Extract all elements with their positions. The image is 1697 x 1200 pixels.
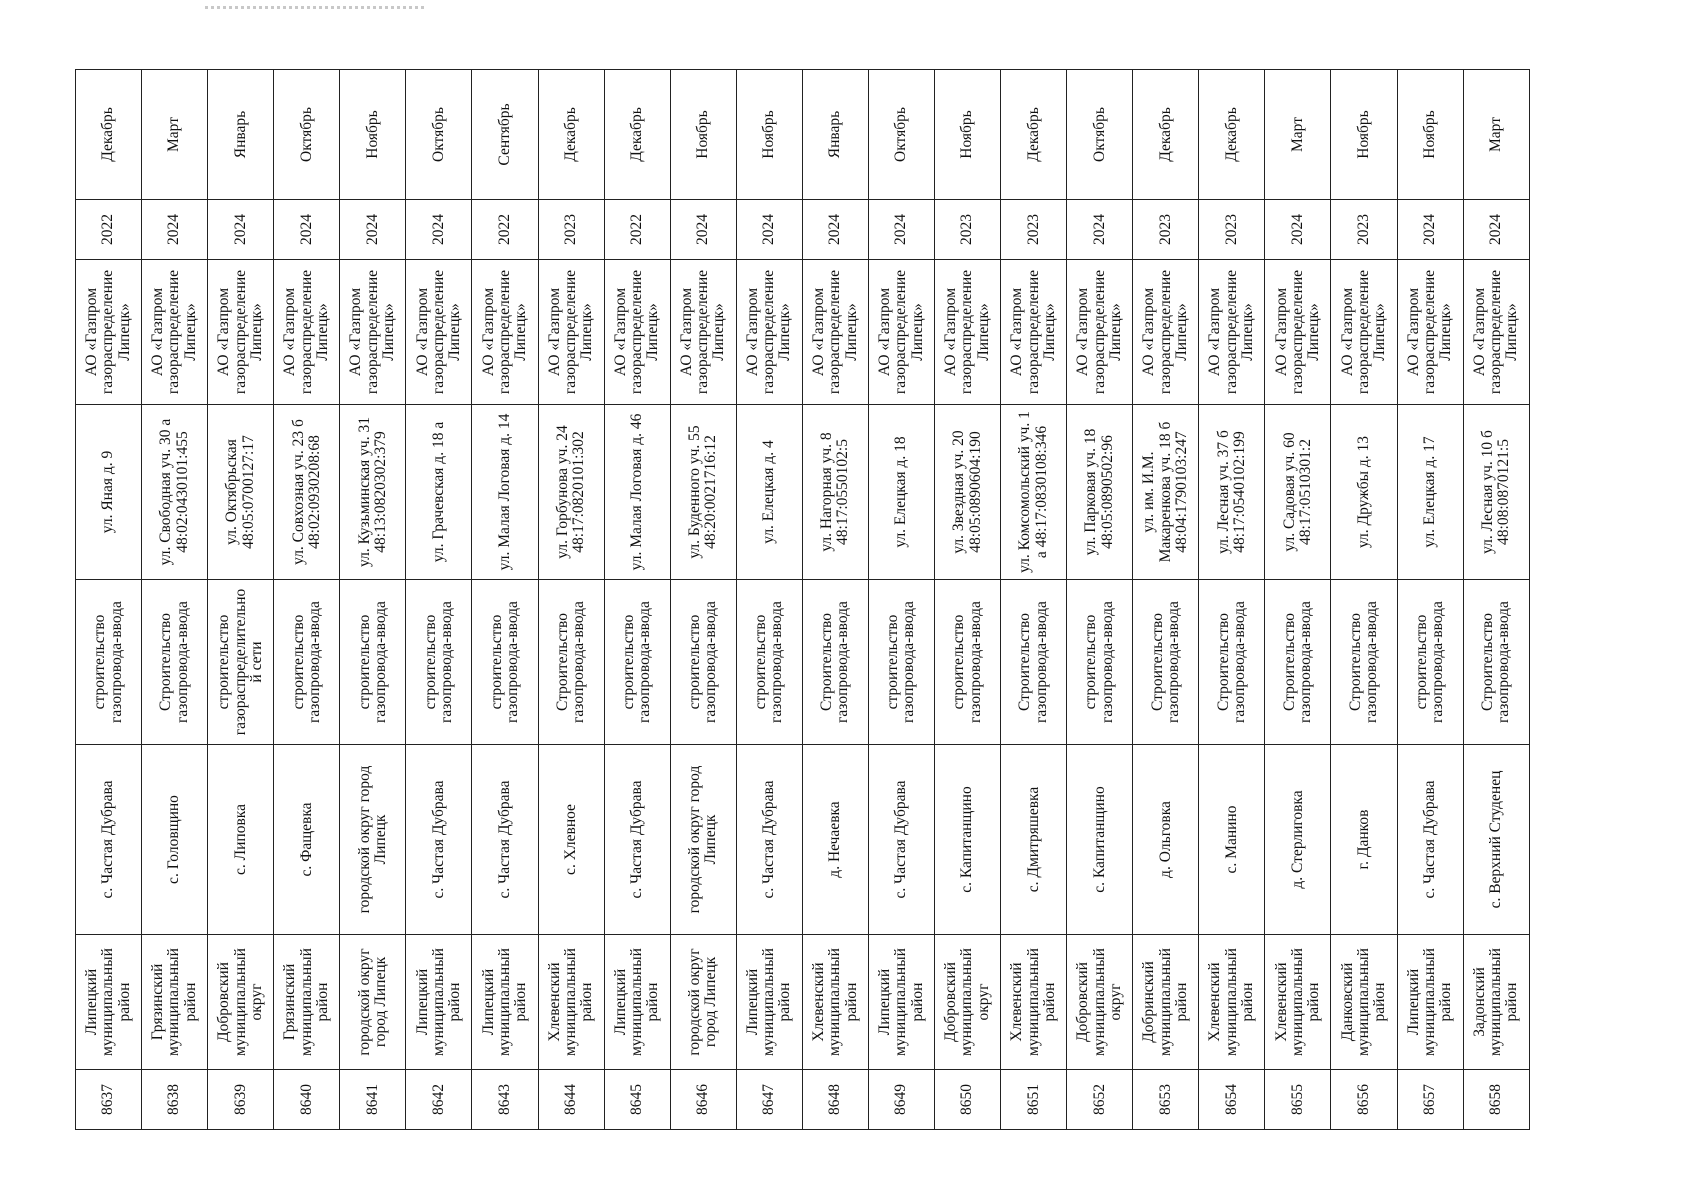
address-cell: ул. им. И.М. Макаренкова уч. 18 б 48:04:1790103:247 (1133, 405, 1199, 580)
table-row (538, 70, 604, 1130)
month-cell: Октябрь (868, 70, 934, 200)
district-cell: Липецкий муниципальный район (1397, 935, 1463, 1070)
settlement-cell: с. Капитанщино (1067, 745, 1133, 935)
organization-cell: АО «Газпром газораспределение Липецк» (76, 260, 142, 405)
table-row (868, 70, 934, 1130)
address-cell: ул. Звездная уч. 20 48:05:0890604:190 (935, 405, 1001, 580)
scan-artifact (205, 6, 425, 9)
work-type-cell: строительство газопровода-ввода (1067, 580, 1133, 745)
row-number-cell: 8639 (208, 1070, 274, 1130)
year-cell: 2022 (76, 200, 142, 260)
settlement-cell: с. Частая Дубрава (1397, 745, 1463, 935)
organization-cell: АО «Газпром газораспределение Липецк» (340, 260, 406, 405)
month-cell: Декабрь (76, 70, 142, 200)
address-cell: ул. Елецкая д. 17 (1397, 405, 1463, 580)
row-number-cell: 8642 (406, 1070, 472, 1130)
table-row (736, 70, 802, 1130)
district-cell: городской округ город Липецк (670, 935, 736, 1070)
table-row (274, 70, 340, 1130)
year-cell: 2024 (1265, 200, 1331, 260)
month-cell: Октябрь (274, 70, 340, 200)
year-cell: 2023 (1133, 200, 1199, 260)
settlement-cell: с. Частая Дубрава (736, 745, 802, 935)
address-cell: ул. Горбунова уч. 24 48:17:0820101:302 (538, 405, 604, 580)
year-cell: 2023 (1199, 200, 1265, 260)
district-cell: Грязинский муниципальный район (142, 935, 208, 1070)
organization-cell: АО «Газпром газораспределение Липецк» (274, 260, 340, 405)
work-type-cell: строительство газопровода-ввода (604, 580, 670, 745)
year-cell: 2024 (670, 200, 736, 260)
district-cell: Добровский муниципальный округ (208, 935, 274, 1070)
organization-cell: АО «Газпром газораспределение Липецк» (935, 260, 1001, 405)
row-number-cell: 8640 (274, 1070, 340, 1130)
work-type-cell: строительство газопровода-ввода (670, 580, 736, 745)
month-cell: Ноябрь (670, 70, 736, 200)
settlement-cell: с. Частая Дубрава (868, 745, 934, 935)
work-type-cell: строительство газораспределительной сети (208, 580, 274, 745)
organization-cell: АО «Газпром газораспределение Липецк» (1265, 260, 1331, 405)
row-number-cell: 8645 (604, 1070, 670, 1130)
address-cell: ул. Лесная уч. 37 б 48:17:0540102:199 (1199, 405, 1265, 580)
organization-cell: АО «Газпром газораспределение Липецк» (1463, 260, 1529, 405)
table-row (472, 70, 538, 1130)
table-row (802, 70, 868, 1130)
settlement-cell: с. Дмитряшевка (1001, 745, 1067, 935)
year-cell: 2024 (868, 200, 934, 260)
table-row (1133, 70, 1199, 1130)
address-cell: ул. Парковая уч. 18 48:05:0890502:96 (1067, 405, 1133, 580)
settlement-cell: городской округ город Липецк (340, 745, 406, 935)
organization-cell: АО «Газпром газораспределение Липецк» (1199, 260, 1265, 405)
address-cell: ул. Елецкая д. 18 (868, 405, 934, 580)
table-row (142, 70, 208, 1130)
district-cell: Липецкий муниципальный район (472, 935, 538, 1070)
settlement-cell: д. Ольговка (1133, 745, 1199, 935)
organization-cell: АО «Газпром газораспределение Липецк» (406, 260, 472, 405)
month-cell: Ноябрь (1331, 70, 1397, 200)
settlement-cell: с. Частая Дубрава (406, 745, 472, 935)
organization-cell: АО «Газпром газораспределение Липецк» (1397, 260, 1463, 405)
table-row (340, 70, 406, 1130)
table-row (1397, 70, 1463, 1130)
settlement-cell: с. Манино (1199, 745, 1265, 935)
district-cell: Липецкий муниципальный район (868, 935, 934, 1070)
row-number-cell: 8637 (76, 1070, 142, 1130)
year-cell: 2024 (1067, 200, 1133, 260)
table-row (1001, 70, 1067, 1130)
table-row (1199, 70, 1265, 1130)
row-number-cell: 8647 (736, 1070, 802, 1130)
year-cell: 2022 (604, 200, 670, 260)
settlement-cell: городской округ город Липецк (670, 745, 736, 935)
settlement-cell: с. Хлевное (538, 745, 604, 935)
settlement-cell: с. Фащевка (274, 745, 340, 935)
settlement-cell: д. Нечаевка (802, 745, 868, 935)
row-number-cell: 8644 (538, 1070, 604, 1130)
year-cell: 2024 (340, 200, 406, 260)
address-cell: ул. Буденного уч. 55 48:20:0021716:12 (670, 405, 736, 580)
year-cell: 2024 (208, 200, 274, 260)
table-row (604, 70, 670, 1130)
settlement-cell: с. Частая Дубрава (604, 745, 670, 935)
work-type-cell: строительство газопровода-ввода (736, 580, 802, 745)
row-number-cell: 8655 (1265, 1070, 1331, 1130)
district-cell: Добринский муниципальный район (1133, 935, 1199, 1070)
work-type-cell: строительство газопровода-ввода (406, 580, 472, 745)
row-number-cell: 8650 (935, 1070, 1001, 1130)
organization-cell: АО «Газпром газораспределение Липецк» (1067, 260, 1133, 405)
work-type-cell: Строительство газопровода-ввода (802, 580, 868, 745)
month-cell: Ноябрь (340, 70, 406, 200)
organization-cell: АО «Газпром газораспределение Липецк» (1331, 260, 1397, 405)
organization-cell: АО «Газпром газораспределение Липецк» (208, 260, 274, 405)
row-number-cell: 8648 (802, 1070, 868, 1130)
table-row (208, 70, 274, 1130)
address-cell: ул. Совхозная уч. 23 б 48:02:0930208:68 (274, 405, 340, 580)
month-cell: Январь (208, 70, 274, 200)
year-cell: 2024 (406, 200, 472, 260)
settlement-cell: с. Верхний Студенец (1463, 745, 1529, 935)
organization-cell: АО «Газпром газораспределение Липецк» (538, 260, 604, 405)
address-cell: ул. Свободная уч. 30 а 48:02:0430101:455 (142, 405, 208, 580)
work-type-cell: строительство газопровода-ввода (76, 580, 142, 745)
year-cell: 2024 (1463, 200, 1529, 260)
gas-connection-table (75, 69, 1530, 1130)
address-cell: ул. Елецкая д. 4 (736, 405, 802, 580)
row-number-cell: 8649 (868, 1070, 934, 1130)
row-number-cell: 8646 (670, 1070, 736, 1130)
month-cell: Январь (802, 70, 868, 200)
district-cell: Липецкий муниципальный район (604, 935, 670, 1070)
month-cell: Декабрь (1133, 70, 1199, 200)
organization-cell: АО «Газпром газораспределение Липецк» (604, 260, 670, 405)
address-cell: ул. Октябрьская 48:05:0700127:17 (208, 405, 274, 580)
table-row (1463, 70, 1529, 1130)
month-cell: Март (1265, 70, 1331, 200)
year-cell: 2023 (935, 200, 1001, 260)
row-number-cell: 8654 (1199, 1070, 1265, 1130)
organization-cell: АО «Газпром газораспределение Липецк» (1001, 260, 1067, 405)
district-cell: Хлевенский муниципальный район (1265, 935, 1331, 1070)
district-cell: Хлевенский муниципальный район (802, 935, 868, 1070)
work-type-cell: строительство газопровода-ввода (274, 580, 340, 745)
year-cell: 2024 (142, 200, 208, 260)
district-cell: городской округ город Липецк (340, 935, 406, 1070)
settlement-cell: с. Капитанщино (935, 745, 1001, 935)
organization-cell: АО «Газпром газораспределение Липецк» (736, 260, 802, 405)
district-cell: Хлевенский муниципальный район (1199, 935, 1265, 1070)
work-type-cell: строительство газопровода-ввода (340, 580, 406, 745)
address-cell: ул. Кузьминская уч. 31 48:13:0820302:379 (340, 405, 406, 580)
district-cell: Данковский муниципальный район (1331, 935, 1397, 1070)
settlement-cell: с. Головщино (142, 745, 208, 935)
row-number-cell: 8657 (1397, 1070, 1463, 1130)
table-row (406, 70, 472, 1130)
work-type-cell: Строительство газопровода-ввода (1265, 580, 1331, 745)
table-body (76, 70, 1530, 1130)
organization-cell: АО «Газпром газораспределение Липецк» (670, 260, 736, 405)
work-type-cell: Строительство газопровода-ввода (142, 580, 208, 745)
address-cell: ул. Грачевская д. 18 а (406, 405, 472, 580)
work-type-cell: Строительство газопровода-ввода (1463, 580, 1529, 745)
organization-cell: АО «Газпром газораспределение Липецк» (142, 260, 208, 405)
organization-cell: АО «Газпром газораспределение Липецк» (802, 260, 868, 405)
address-cell: ул. Малая Логовая д. 14 (472, 405, 538, 580)
organization-cell: АО «Газпром газораспределение Липецк» (472, 260, 538, 405)
settlement-cell: д. Стерлиговка (1265, 745, 1331, 935)
year-cell: 2024 (274, 200, 340, 260)
row-number-cell: 8653 (1133, 1070, 1199, 1130)
table-row (1331, 70, 1397, 1130)
month-cell: Декабрь (604, 70, 670, 200)
settlement-cell: с. Частая Дубрава (472, 745, 538, 935)
address-cell: ул. Нагорная уч. 8 48:17:0550102:5 (802, 405, 868, 580)
table-row (670, 70, 736, 1130)
table-row (76, 70, 142, 1130)
row-number-cell: 8656 (1331, 1070, 1397, 1130)
month-cell: Октябрь (406, 70, 472, 200)
work-type-cell: строительство газопровода-ввода (1397, 580, 1463, 745)
address-cell: ул. Комсомольский уч. 1 а 48:17:0830108:346 (1001, 405, 1067, 580)
row-number-cell: 8643 (472, 1070, 538, 1130)
district-cell: Хлевенский муниципальный район (1001, 935, 1067, 1070)
table-row (1265, 70, 1331, 1130)
work-type-cell: Строительство газопровода-ввода (1133, 580, 1199, 745)
work-type-cell: строительство газопровода-ввода (935, 580, 1001, 745)
work-type-cell: строительство газопровода-ввода (868, 580, 934, 745)
year-cell: 2022 (472, 200, 538, 260)
work-type-cell: Строительство газопровода-ввода (538, 580, 604, 745)
settlement-cell: с. Частая Дубрава (76, 745, 142, 935)
row-number-cell: 8638 (142, 1070, 208, 1130)
work-type-cell: Строительство газопровода-ввода (1001, 580, 1067, 745)
year-cell: 2023 (538, 200, 604, 260)
month-cell: Октябрь (1067, 70, 1133, 200)
row-number-cell: 8651 (1001, 1070, 1067, 1130)
district-cell: Добровский муниципальный округ (935, 935, 1001, 1070)
table-row (935, 70, 1001, 1130)
organization-cell: АО «Газпром газораспределение Липецк» (1133, 260, 1199, 405)
address-cell: ул. Малая Логовая д. 46 (604, 405, 670, 580)
year-cell: 2024 (802, 200, 868, 260)
table-row (1067, 70, 1133, 1130)
organization-cell: АО «Газпром газораспределение Липецк» (868, 260, 934, 405)
month-cell: Ноябрь (935, 70, 1001, 200)
address-cell: ул. Лесная уч. 10 б 48:08:0870121:5 (1463, 405, 1529, 580)
work-type-cell: Строительство газопровода-ввода (1331, 580, 1397, 745)
month-cell: Декабрь (1199, 70, 1265, 200)
year-cell: 2024 (1397, 200, 1463, 260)
district-cell: Липецкий муниципальный район (406, 935, 472, 1070)
district-cell: Задонский муниципальный район (1463, 935, 1529, 1070)
row-number-cell: 8652 (1067, 1070, 1133, 1130)
month-cell: Ноябрь (1397, 70, 1463, 200)
year-cell: 2023 (1001, 200, 1067, 260)
row-number-cell: 8658 (1463, 1070, 1529, 1130)
district-cell: Липецкий муниципальный район (76, 935, 142, 1070)
month-cell: Март (142, 70, 208, 200)
district-cell: Хлевенский муниципальный район (538, 935, 604, 1070)
district-cell: Липецкий муниципальный район (736, 935, 802, 1070)
address-cell: ул. Дружбы д. 13 (1331, 405, 1397, 580)
month-cell: Сентябрь (472, 70, 538, 200)
year-cell: 2024 (736, 200, 802, 260)
month-cell: Март (1463, 70, 1529, 200)
address-cell: ул. Яная д. 9 (76, 405, 142, 580)
settlement-cell: с. Липовка (208, 745, 274, 935)
month-cell: Декабрь (538, 70, 604, 200)
row-number-cell: 8641 (340, 1070, 406, 1130)
work-type-cell: строительство газопровода-ввода (472, 580, 538, 745)
year-cell: 2023 (1331, 200, 1397, 260)
month-cell: Ноябрь (736, 70, 802, 200)
district-cell: Грязинский муниципальный район (274, 935, 340, 1070)
month-cell: Декабрь (1001, 70, 1067, 200)
district-cell: Добровский муниципальный округ (1067, 935, 1133, 1070)
address-cell: ул. Садовая уч. 60 48:17:0510301:2 (1265, 405, 1331, 580)
work-type-cell: Строительство газопровода-ввода (1199, 580, 1265, 745)
settlement-cell: г. Данков (1331, 745, 1397, 935)
